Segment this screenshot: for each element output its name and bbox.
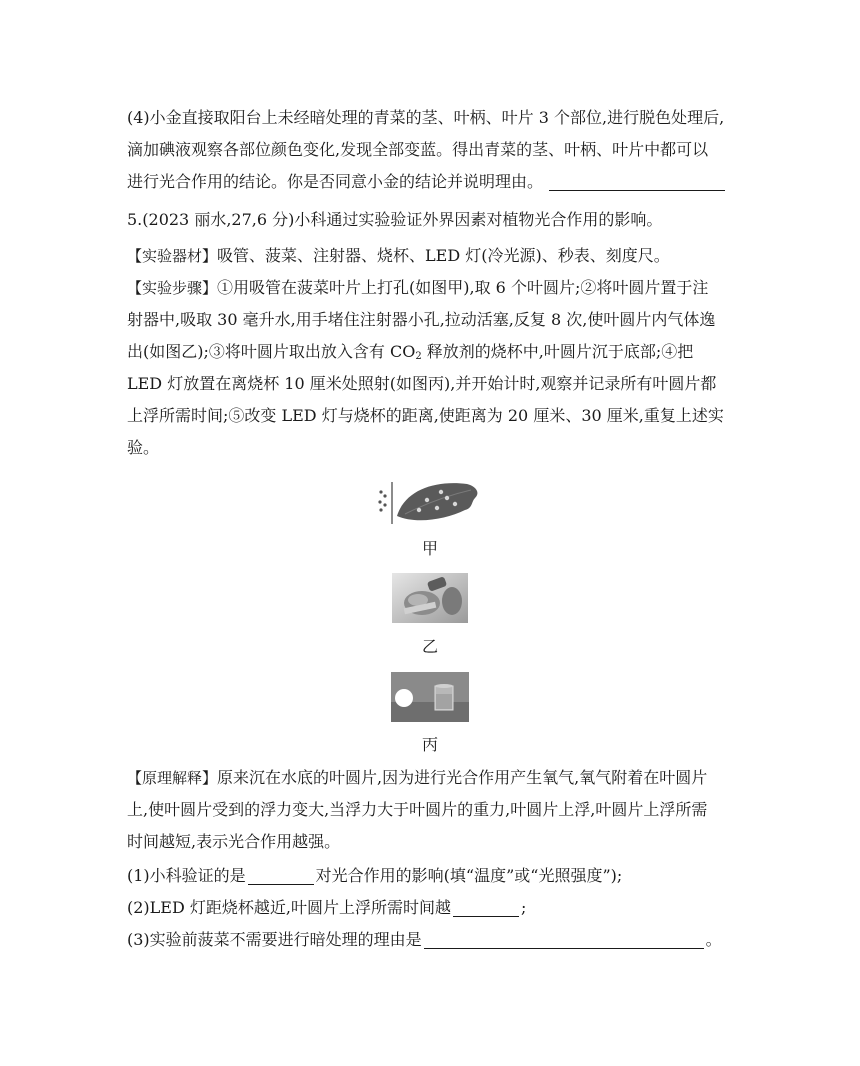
principle-text-1: 原来沉在水底的叶圆片,因为进行光合作用产生氧气,氧气附着在叶圆片 [217,768,708,787]
q5-steps-line-5: 上浮所需时间;⑤改变 LED 灯与烧杯的距离,使距离为 20 厘米、30 厘米,重复上述实 [127,406,724,425]
sub3-text-b: 。 [705,930,722,949]
figure-bing-caption: 丙 [421,735,438,754]
q5-sub-2 [127,892,739,924]
sub1-text-b: 对光合作用的影响(填“温度”或“光照强度”); [315,866,623,885]
figure-jia-leaf [0,478,860,528]
sub3-text-a: (3)实验前菠菜不需要进行暗处理的理由是 [127,930,422,949]
figure-bing-lamp-beaker [0,672,860,722]
q5-steps-line-6: 验。 [127,438,160,457]
co2-subscript: 2 [415,351,422,362]
steps-text-3a: 出(如图乙);③将叶圆片取出放入含有 CO [127,342,416,361]
leaf-image [375,478,485,528]
figure-jia-caption: 甲 [421,539,438,558]
q5-steps-line-2: 射器中,吸取 30 毫升水,用手堵住注射器小孔,拉动活塞,反复 8 次,使叶圆片内气体逸 [127,310,716,329]
sub3-answer-blank[interactable] [424,930,704,949]
lamp-beaker-image [391,672,469,722]
q5-sub-3 [127,924,739,956]
principle-label: 【原理解释】 [127,769,218,787]
q4-line-1: (4)小金直接取阳台上未经暗处理的青菜的茎、叶柄、叶片 3 个部位,进行脱色处理后, [127,108,725,127]
q4-line-3-text: 进行光合作用的结论。你是否同意小金的结论并说明理由。 [127,172,544,191]
q4-line-3 [127,166,739,198]
materials-text: 吸管、菠菜、注射器、烧杯、LED 灯(冷光源)、秒表、刻度尺。 [217,246,670,265]
syringe-image [392,573,468,623]
materials-label: 【实验器材】 [127,247,218,265]
sub2-text-b: ; [520,898,527,917]
q4-line-2: 滴加碘液观察各部位颜色变化,发现全部变蓝。得出青菜的茎、叶柄、叶片中都可以 [127,140,709,159]
sub1-answer-blank[interactable] [248,866,314,885]
steps-text-3b: 释放剂的烧杯中,叶圆片沉于底部;④把 [421,342,694,361]
figure-yi-caption: 乙 [421,637,438,656]
q5-sub-1 [127,860,739,892]
q5-principle-line-3: 时间越短,表示光合作用越强。 [127,832,341,851]
q4-answer-blank[interactable] [549,172,725,191]
q5-principle-line-1 [127,762,739,794]
q5-principle-line-2: 上,使叶圆片受到的浮力变大,当浮力大于叶圆片的重力,叶圆片上浮,叶圆片上浮所需 [127,800,708,819]
figure-yi-syringe [0,573,860,623]
sub1-text-a: (1)小科验证的是 [127,866,246,885]
sub2-text-a: (2)LED 灯距烧杯越近,叶圆片上浮所需时间越 [127,898,451,917]
sub2-answer-blank[interactable] [453,898,519,917]
q5-steps-line-1 [127,272,739,304]
q5-steps-line-4: LED 灯放置在离烧杯 10 厘米处照射(如图丙),并开始计时,观察并记录所有叶圆片都 [127,374,717,393]
steps-label: 【实验步骤】 [127,279,218,297]
q5-materials [127,240,739,272]
steps-text-1: ①用吸管在菠菜叶片上打孔(如图甲),取 6 个叶圆片;②将叶圆片置于注 [217,278,709,297]
q5-header: 5.(2023 丽水,27,6 分)小科通过实验验证外界因素对植物光合作用的影响。 [127,210,663,229]
